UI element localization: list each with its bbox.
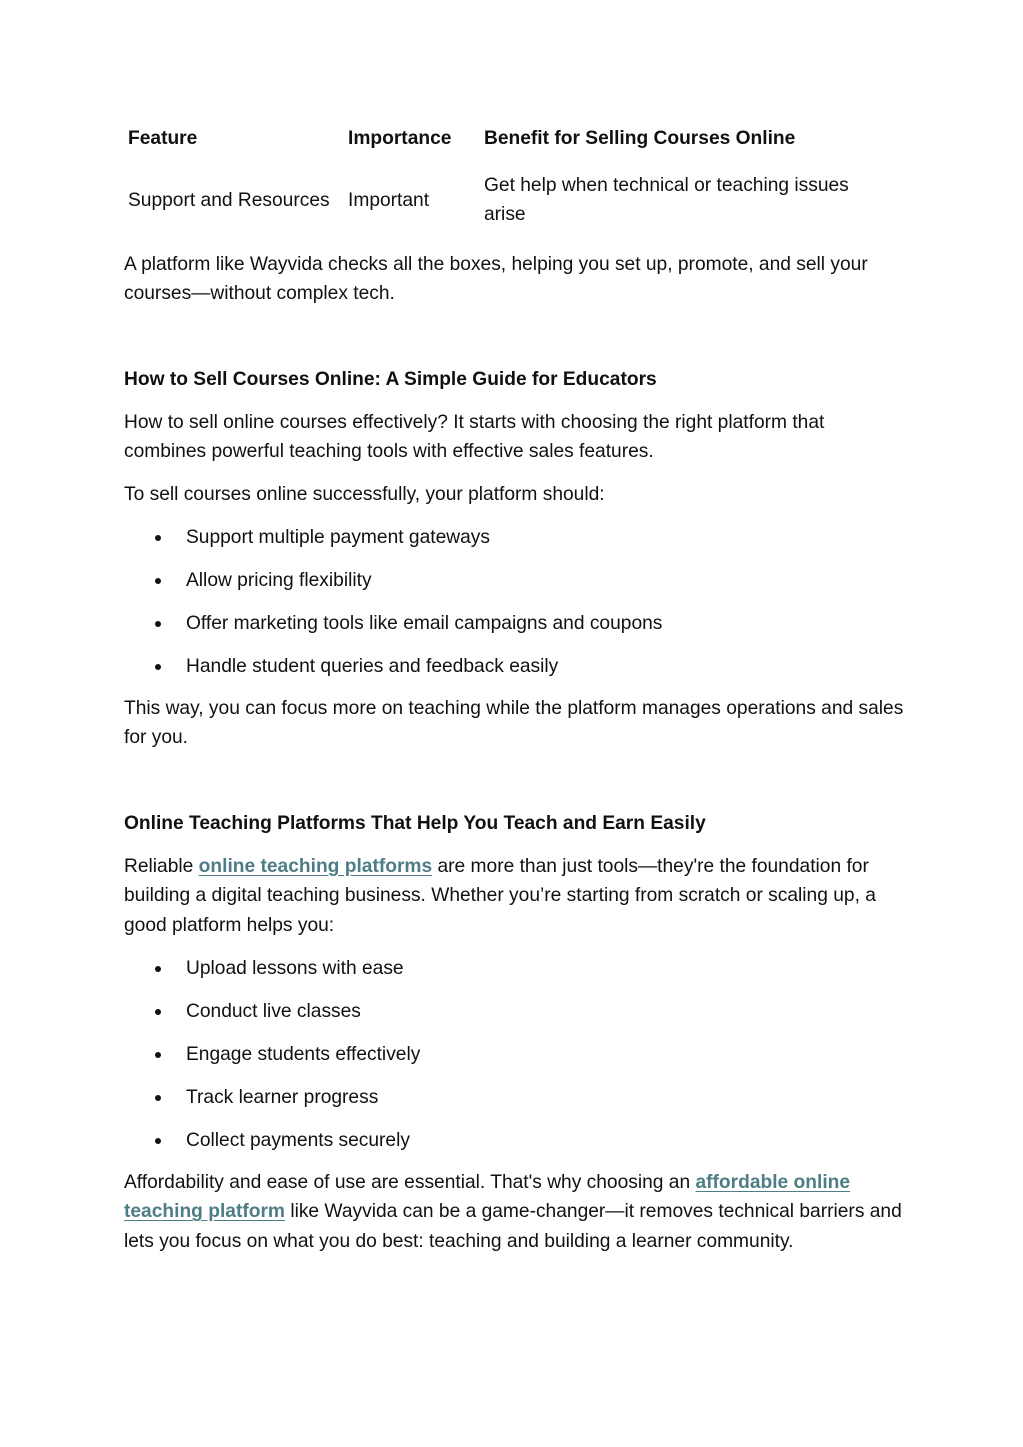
list-item-text: Track learner progress: [186, 1087, 379, 1108]
text-run: Reliable: [124, 856, 199, 877]
table-header-row: [124, 120, 878, 165]
section1-paragraph2: To sell courses online successfully, your platform should:: [124, 484, 605, 505]
affordable-online-teaching-platform-link[interactable]: affordable online teaching platform: [124, 1172, 851, 1223]
list-item: [124, 1083, 904, 1126]
bullet-icon: [155, 535, 161, 541]
table-row: [124, 165, 878, 235]
section1-closing: This way, you can focus more on teaching while the platform manages operations and sales for you.: [124, 698, 904, 749]
section1-paragraph1: How to sell online courses effectively? It starts with choosing the right platform that combines powerful teaching tools with effective sales features.: [124, 412, 825, 463]
list-item: [124, 523, 904, 566]
table-header-importance: Importance: [348, 128, 452, 149]
table-cell-importance: Important: [348, 189, 430, 211]
bullet-icon: [155, 664, 161, 670]
intro-paragraph: A platform like Wayvida checks all the boxes, helping you set up, promote, and sell your courses—without complex tech.: [124, 254, 868, 305]
bullet-icon: [155, 1052, 161, 1058]
table-cell-benefit: Get help when technical or teaching issues arise: [484, 175, 849, 225]
list-item-text: Offer marketing tools like email campaigns and coupons: [186, 613, 663, 634]
list-item: [124, 1126, 904, 1169]
list-item-text: Allow pricing flexibility: [186, 570, 372, 591]
text-run: are more than just tools—they're the foundation for building a digital teaching business. Whether you’re starting from scratch or scaling up, a good platform helps you:: [124, 856, 876, 936]
bullet-icon: [155, 578, 161, 584]
text-run: Affordability and ease of use are essential. That's why choosing an: [124, 1172, 696, 1193]
table-header-feature: Feature: [128, 128, 198, 149]
list-item: [124, 1040, 904, 1083]
bullet-icon: [155, 621, 161, 627]
bullet-icon: [155, 1009, 161, 1015]
section2-paragraph1: [124, 852, 904, 940]
list-item-text: Engage students effectively: [186, 1044, 421, 1065]
list-item: [124, 954, 904, 997]
section1-bullet-list: [124, 523, 904, 695]
bullet-icon: [155, 1138, 161, 1144]
list-item: [124, 997, 904, 1040]
bullet-icon: [155, 1095, 161, 1101]
list-item-text: Handle student queries and feedback easily: [186, 656, 559, 677]
list-item-text: Conduct live classes: [186, 1001, 361, 1022]
list-item-text: Collect payments securely: [186, 1130, 410, 1151]
table-cell-feature: Support and Resources: [128, 189, 330, 211]
section1-heading: How to Sell Courses Online: A Simple Guide for Educators: [124, 369, 657, 390]
section2-heading: Online Teaching Platforms That Help You Teach and Earn Easily: [124, 813, 706, 834]
bullet-icon: [155, 966, 161, 972]
list-item: [124, 609, 904, 652]
list-item-text: Upload lessons with ease: [186, 958, 404, 979]
table-header-benefit: Benefit for Selling Courses Online: [484, 128, 796, 149]
section2-bullet-list: [124, 954, 904, 1169]
list-item-text: Support multiple payment gateways: [186, 527, 490, 548]
feature-table: [124, 120, 878, 235]
section2-closing: [124, 1168, 904, 1256]
online-teaching-platforms-link[interactable]: online teaching platforms: [198, 856, 433, 877]
list-item: [124, 652, 904, 695]
text-run: like Wayvida can be a game-changer—it removes technical barriers and lets you focus on what you do best: teaching and building a learner community.: [124, 1201, 902, 1252]
list-item: [124, 566, 904, 609]
